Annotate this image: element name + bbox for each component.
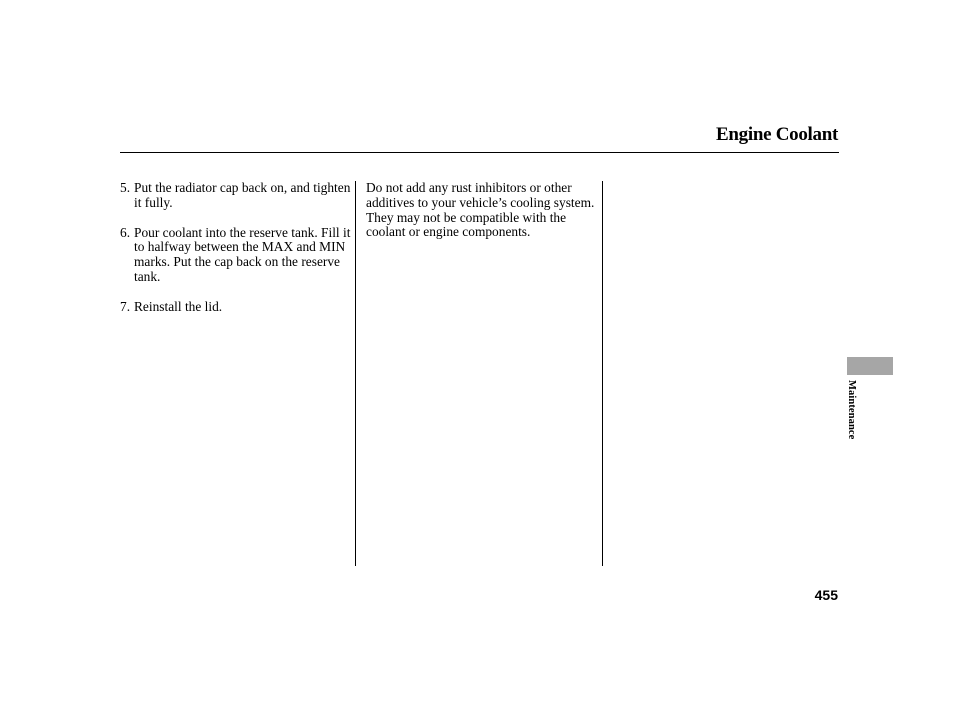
step-text: Pour coolant into the reserve tank. Fill it to halfway between the MAX and MIN marks. Put the cap back on the reserve tank. xyxy=(134,224,351,284)
step-item xyxy=(120,226,352,285)
step-text: Put the radiator cap back on, and tighten it fully. xyxy=(134,180,351,210)
section-tab xyxy=(847,357,893,375)
section-label: Maintenance xyxy=(846,380,857,440)
column-divider xyxy=(602,181,603,566)
step-number: 5. xyxy=(120,180,131,195)
page-title: Engine Coolant xyxy=(716,124,838,145)
step-number: 6. xyxy=(120,224,131,240)
note-column xyxy=(366,181,598,240)
column-divider xyxy=(355,181,356,566)
step-number: 7. xyxy=(120,298,131,314)
title-rule xyxy=(120,152,839,153)
step-item xyxy=(120,181,352,211)
note-text: Do not add any rust inhibitors or other additives to your vehicle’s cooling system. They may not be compatible with the coolant or engine components. xyxy=(366,180,595,240)
step-item xyxy=(120,300,352,315)
step-text: Reinstall the lid. xyxy=(134,298,223,314)
steps-column xyxy=(120,181,352,330)
page-number: 455 xyxy=(814,587,838,603)
